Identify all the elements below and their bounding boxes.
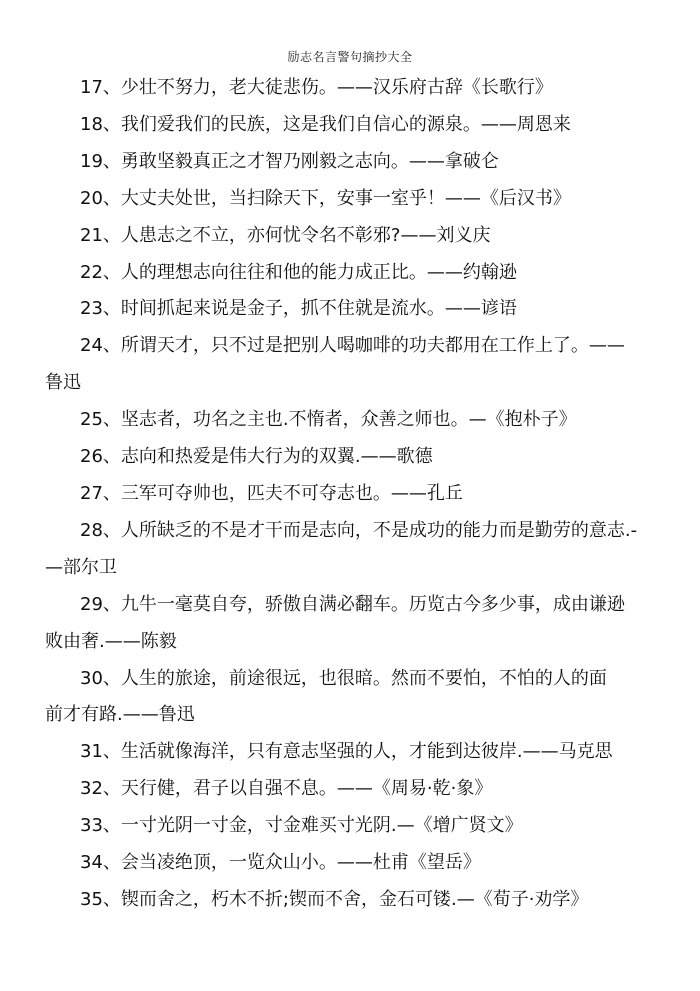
quote-text: 锲而舍之，朽木不折;锲而不舍，金石可镂.—《荀子·劝学》: [120, 888, 589, 910]
quote-item: [80, 771, 660, 808]
quote-item: [80, 845, 660, 882]
quote-text: 人生的旅途，前途很远，也很暗。然而不要怕，不怕的人的面: [120, 667, 607, 689]
quote-number: 18、: [80, 113, 121, 135]
quote-text: 人所缺乏的不是才干而是志向，不是成功的能力而是勤劳的意志.-: [120, 519, 638, 541]
quote-text: 生活就像海洋，只有意志坚强的人，才能到达彼岸.——马克思: [120, 741, 613, 763]
quote-list: [45, 70, 660, 919]
quote-continuation: —部尔卫: [45, 556, 117, 578]
quote-number: 29、: [80, 593, 121, 615]
quote-number: 23、: [80, 298, 121, 320]
quote-number: 19、: [80, 150, 121, 172]
quote-number: 24、: [80, 335, 121, 357]
quote-item: [80, 882, 660, 919]
quote-number: 17、: [80, 77, 121, 98]
page-header-title: 励志名言警句摘抄大全: [287, 50, 413, 64]
quote-item: [45, 328, 660, 402]
quote-item: [80, 291, 660, 328]
quote-item: [80, 808, 660, 845]
quote-number: 35、: [80, 888, 121, 910]
quote-text: 三军可夺帅也，匹夫不可夺志也。——孔丘: [120, 482, 463, 504]
quote-text: 我们爱我们的民族，这是我们自信心的源泉。——周恩来: [120, 113, 571, 135]
quote-item: [45, 587, 660, 661]
quote-text: 志向和热爱是伟大行为的双翼.——歌德: [120, 446, 433, 468]
quote-text: 天行健，君子以自强不息。——《周易·乾·象》: [120, 778, 493, 800]
quote-text: 九牛一毫莫自夸，骄傲自满必翻车。历览古今多少事，成由谦逊: [120, 593, 625, 615]
quote-number: 32、: [80, 778, 121, 800]
quote-text: 所谓天才，只不过是把别人喝咖啡的功夫都用在工作上了。——: [120, 335, 625, 357]
quote-item: [80, 144, 660, 181]
quote-text: 会当凌绝顶，一览众山小。——杜甫《望岳》: [120, 852, 481, 874]
quote-number: 31、: [80, 741, 121, 763]
quote-text: 一寸光阴一寸金，寸金难买寸光阴.—《增广贤文》: [120, 815, 523, 837]
quote-item: [80, 402, 660, 439]
quote-text: 大丈夫处世，当扫除天下，安事一室乎！——《后汉书》: [120, 187, 571, 209]
quote-continuation: 鲁迅: [45, 372, 81, 394]
quote-item: [45, 661, 660, 735]
quote-text: 人的理想志向往往和他的能力成正比。——约翰逊: [120, 261, 517, 283]
quote-number: 30、: [80, 667, 121, 689]
quote-text: 时间抓起来说是金子，抓不住就是流水。——谚语: [120, 298, 517, 320]
quote-number: 27、: [80, 482, 121, 504]
quote-item: [80, 476, 660, 513]
quote-item: [80, 70, 660, 107]
quote-item: [45, 513, 660, 587]
quote-text: 少壮不努力，老大徒悲伤。——汉乐府古辞《长歌行》: [120, 77, 553, 98]
quote-text: 勇敢坚毅真正之才智乃刚毅之志向。——拿破仑: [120, 150, 499, 172]
quote-number: 21、: [80, 224, 121, 246]
quote-item: [80, 107, 660, 144]
quote-item: [80, 439, 660, 476]
quote-number: 26、: [80, 446, 121, 468]
quote-item: [80, 181, 660, 218]
quote-text: 人患志之不立，亦何忧令名不彰邪?——刘义庆: [120, 224, 491, 246]
quote-item: [80, 255, 660, 292]
quote-number: 33、: [80, 815, 121, 837]
quote-number: 28、: [80, 519, 121, 541]
quote-number: 25、: [80, 409, 121, 431]
quote-number: 34、: [80, 852, 121, 874]
quote-continuation: 前才有路.——鲁迅: [45, 704, 195, 726]
quote-number: 22、: [80, 261, 121, 283]
quote-continuation: 败由奢.——陈毅: [45, 630, 177, 652]
quote-item: [80, 734, 660, 771]
quote-number: 20、: [80, 187, 121, 209]
quote-text: 坚志者，功名之主也.不惰者，众善之师也。—《抱朴子》: [120, 409, 577, 431]
quote-item: [80, 218, 660, 255]
